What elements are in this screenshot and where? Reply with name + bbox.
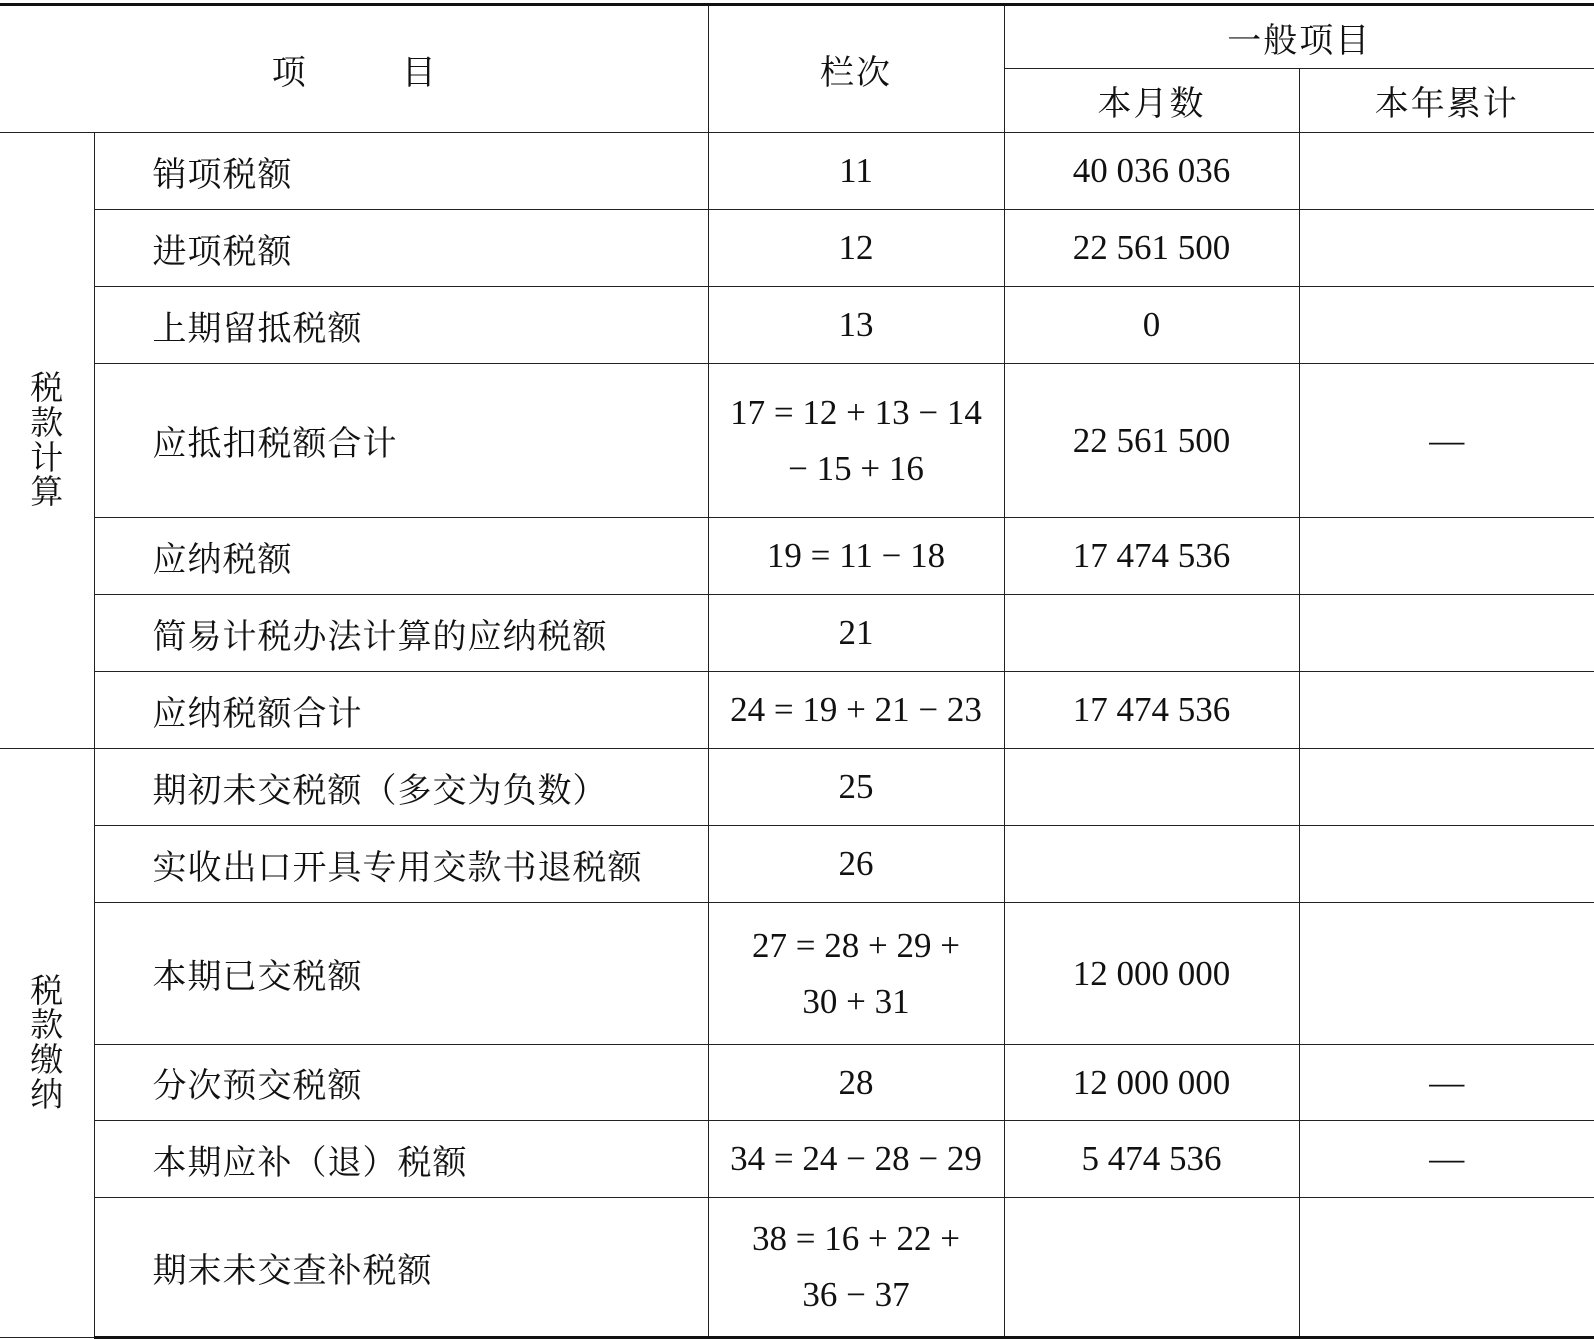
table-row	[0, 518, 1594, 595]
table-row	[0, 595, 1594, 672]
row-label: 销项税额	[94, 133, 708, 210]
row-label: 实收出口开具专用交款书退税额	[94, 826, 708, 903]
table-row	[0, 826, 1594, 903]
row-month-value: 12 000 000	[1004, 903, 1299, 1045]
row-column-number: 34 = 24 − 28 − 29	[708, 1121, 1004, 1198]
group-char: 纳	[30, 1074, 64, 1114]
row-label: 应纳税额	[94, 518, 708, 595]
row-column-number: 19 = 11 − 18	[708, 518, 1004, 595]
row-month-value	[1004, 595, 1299, 672]
row-month-value	[1004, 749, 1299, 826]
vat-return-table	[0, 3, 1594, 1339]
row-column-number: 12	[708, 210, 1004, 287]
row-month-value: 17 474 536	[1004, 672, 1299, 749]
table-row	[0, 1121, 1594, 1198]
header-item-char: 目	[401, 52, 436, 93]
row-year-value	[1299, 749, 1594, 826]
header-item	[0, 5, 708, 133]
row-month-value: 22 561 500	[1004, 364, 1299, 518]
row-column-number: 17 = 12 + 13 − 14 − 15 + 16	[708, 364, 1004, 518]
row-label: 简易计税办法计算的应纳税额	[94, 595, 708, 672]
row-month-value	[1004, 1198, 1299, 1338]
group-tax-calculation	[0, 133, 94, 749]
row-year-value	[1299, 518, 1594, 595]
row-column-number: 38 = 16 + 22 + 36 − 37	[708, 1198, 1004, 1338]
table-row	[0, 1045, 1594, 1121]
row-year-value	[1299, 133, 1594, 210]
table-row	[0, 364, 1594, 518]
row-month-value: 22 561 500	[1004, 210, 1299, 287]
row-label: 期末未交查补税额	[94, 1198, 708, 1338]
row-column-number: 11	[708, 133, 1004, 210]
table-row	[0, 1198, 1594, 1338]
row-column-number: 24 = 19 + 21 − 23	[708, 672, 1004, 749]
table-row	[0, 133, 1594, 210]
row-year-value	[1299, 595, 1594, 672]
row-column-number: 25	[708, 749, 1004, 826]
row-month-value: 12 000 000	[1004, 1045, 1299, 1121]
group-char: 计	[30, 437, 64, 477]
row-month-value: 40 036 036	[1004, 133, 1299, 210]
group-char: 缴	[30, 1040, 64, 1079]
row-year-value	[1299, 826, 1594, 903]
group-char: 税	[30, 970, 64, 1010]
row-label: 本期已交税额	[94, 903, 708, 1045]
row-label: 应纳税额合计	[94, 672, 708, 749]
group-char: 款	[30, 1005, 64, 1045]
row-label: 进项税额	[94, 210, 708, 287]
header-year-to-date: 本年累计	[1299, 69, 1594, 133]
row-column-number: 26	[708, 826, 1004, 903]
row-label: 上期留抵税额	[94, 287, 708, 364]
group-tax-payment	[0, 749, 94, 1338]
row-column-number: 27 = 28 + 29 + 30 + 31	[708, 903, 1004, 1045]
row-label: 应抵扣税额合计	[94, 364, 708, 518]
row-column-number: 28	[708, 1045, 1004, 1121]
header-item-char: 项	[271, 52, 306, 93]
row-label: 期初未交税额（多交为负数）	[94, 749, 708, 826]
row-column-number: 13	[708, 287, 1004, 364]
table-row	[0, 287, 1594, 364]
row-year-value	[1299, 903, 1594, 1045]
table-row	[0, 210, 1594, 287]
row-label: 本期应补（退）税额	[94, 1121, 708, 1198]
header-this-month: 本月数	[1004, 69, 1299, 133]
row-label: 分次预交税额	[94, 1045, 708, 1121]
group-char: 算	[30, 472, 64, 512]
table-row	[0, 749, 1594, 826]
table-row	[0, 672, 1594, 749]
row-year-value	[1299, 672, 1594, 749]
row-year-value	[1299, 287, 1594, 364]
group-char: 税	[30, 368, 64, 408]
group-char: 款	[30, 402, 64, 442]
row-year-value: —	[1299, 1045, 1594, 1121]
row-year-value: —	[1299, 364, 1594, 518]
row-month-value: 0	[1004, 287, 1299, 364]
row-month-value: 17 474 536	[1004, 518, 1299, 595]
table-row	[0, 903, 1594, 1045]
row-month-value: 5 474 536	[1004, 1121, 1299, 1198]
header-general-items: 一般项目	[1004, 5, 1594, 69]
row-year-value	[1299, 210, 1594, 287]
row-year-value: —	[1299, 1121, 1594, 1198]
row-year-value	[1299, 1198, 1594, 1338]
header-column: 栏次	[708, 5, 1004, 133]
row-month-value	[1004, 826, 1299, 903]
row-column-number: 21	[708, 595, 1004, 672]
